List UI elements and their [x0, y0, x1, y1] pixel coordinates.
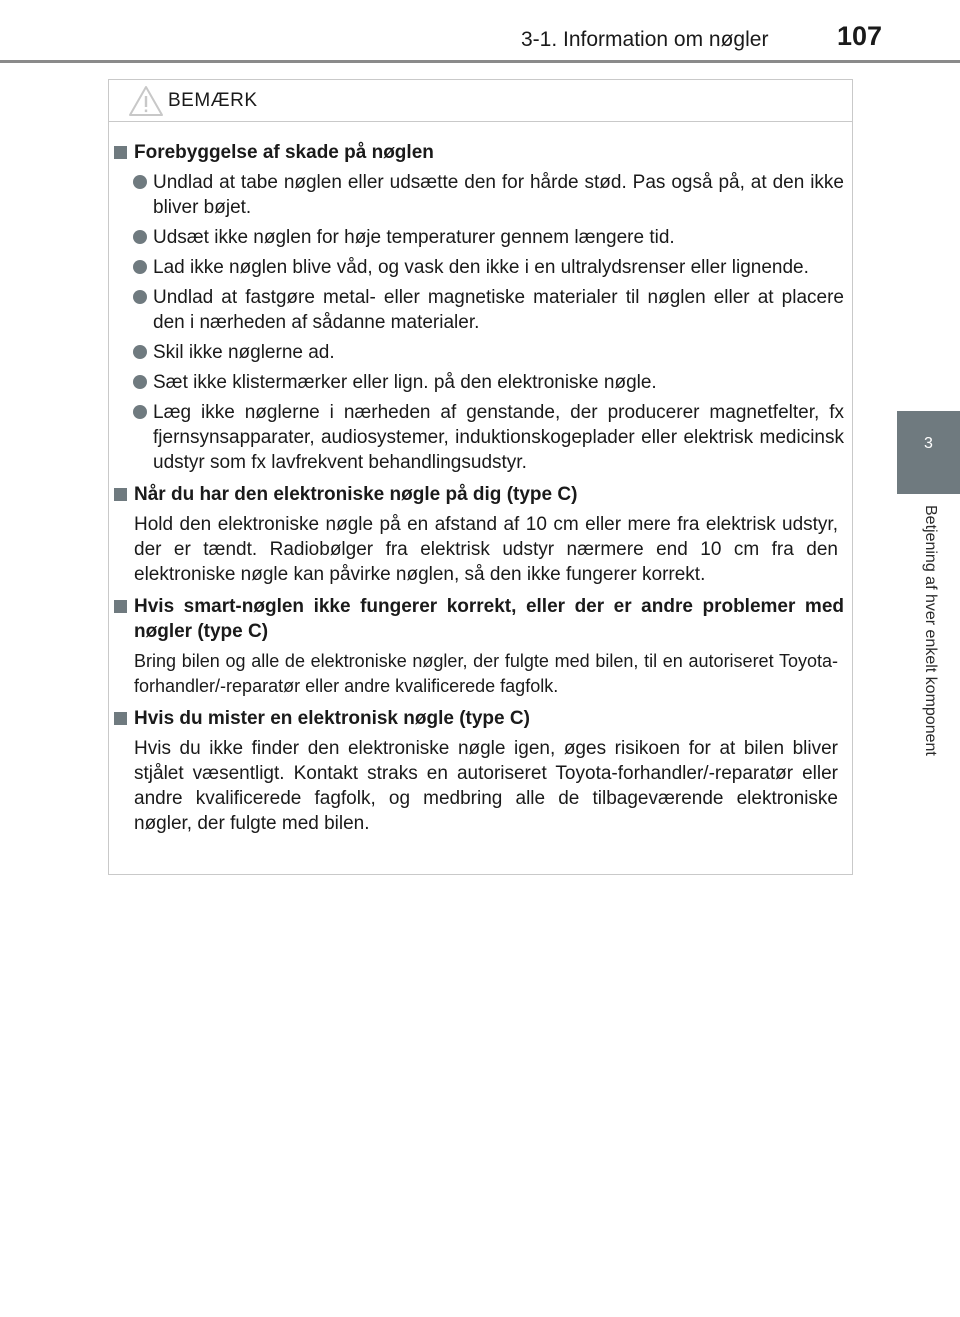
warning-triangle-icon [128, 85, 164, 117]
list-item: Udsæt ikke nøglen for høje temperaturer gennem længere tid. [114, 225, 844, 250]
notice-box [108, 79, 853, 875]
paragraph-carrying-key: Hold den elektroniske nøgle på en afstand af 10 cm eller mere fra elektrisk udstyr, der er tændt. Radiobølger fra elektrisk udstyr nærmere end 10 cm fra den elektroniske nøgle kan påvirke nøglen, så den ikke fungerer korrekt. [134, 514, 838, 585]
heading-carrying-key: Når du har den elektroniske nøgle på dig (type C) [114, 482, 844, 507]
page-number: 107 [837, 21, 883, 51]
chapter-label [919, 505, 939, 825]
list-item: Undlad at tabe nøglen eller udsætte den for hårde stød. Pas også på, at den ikke bliver bøjet. [114, 170, 844, 220]
chapter-label-text: Betjening af hver enkelt komponent [922, 505, 939, 756]
list-item: Undlad at fastgøre metal- eller magnetiske materialer til nøglen eller at placere den i nærheden af sådanne materialer. [114, 285, 844, 335]
notice-header [109, 80, 852, 122]
list-item: Sæt ikke klistermærker eller lign. på den elektroniske nøgle. [114, 370, 844, 395]
notice-label: BEMÆRK [168, 90, 258, 111]
list-item: Læg ikke nøglerne i nærheden af genstande, der producerer magnetfelter, fx fjernsynsapparater, audiosystemer, induktionskogeplader eller elektrisk medicinsk udstyr som fx lavfrekvent behandlingsudstyr. [114, 400, 844, 475]
chapter-tab [897, 411, 960, 494]
header-rule [0, 60, 960, 63]
paragraph-key-malfunction: Bring bilen og alle de elektroniske nøgler, der fulgte med bilen, til en autoriseret Toyota-forhandler/-reparatør eller andre kvalificerede fagfolk. [134, 651, 838, 696]
section-title: 3-1. Information om nøgler [521, 28, 769, 51]
notice-content [114, 140, 844, 836]
heading-lost-key: Hvis du mister en elektronisk nøgle (type C) [114, 706, 844, 731]
heading-key-malfunction: Hvis smart-nøglen ikke fungerer korrekt, eller der er andre problemer med nøgler (type C) [114, 594, 844, 644]
list-item: Lad ikke nøglen blive våd, og vask den ikke i en ultralydsrenser eller lignende. [114, 255, 844, 280]
list-item: Skil ikke nøglerne ad. [114, 340, 844, 365]
heading-key-damage: Forebyggelse af skade på nøglen [114, 140, 844, 165]
paragraph-lost-key: Hvis du ikke finder den elektroniske nøgle igen, øges risikoen for at bilen bliver stjålet væsentligt. Kontakt straks en autoriseret Toyota-forhandler/-reparatør eller andre kvalificerede fagfolk, og medbring alle de tilbageværende elektroniske nøgler, der fulgte med bilen. [134, 738, 838, 834]
chapter-number: 3 [924, 435, 933, 452]
